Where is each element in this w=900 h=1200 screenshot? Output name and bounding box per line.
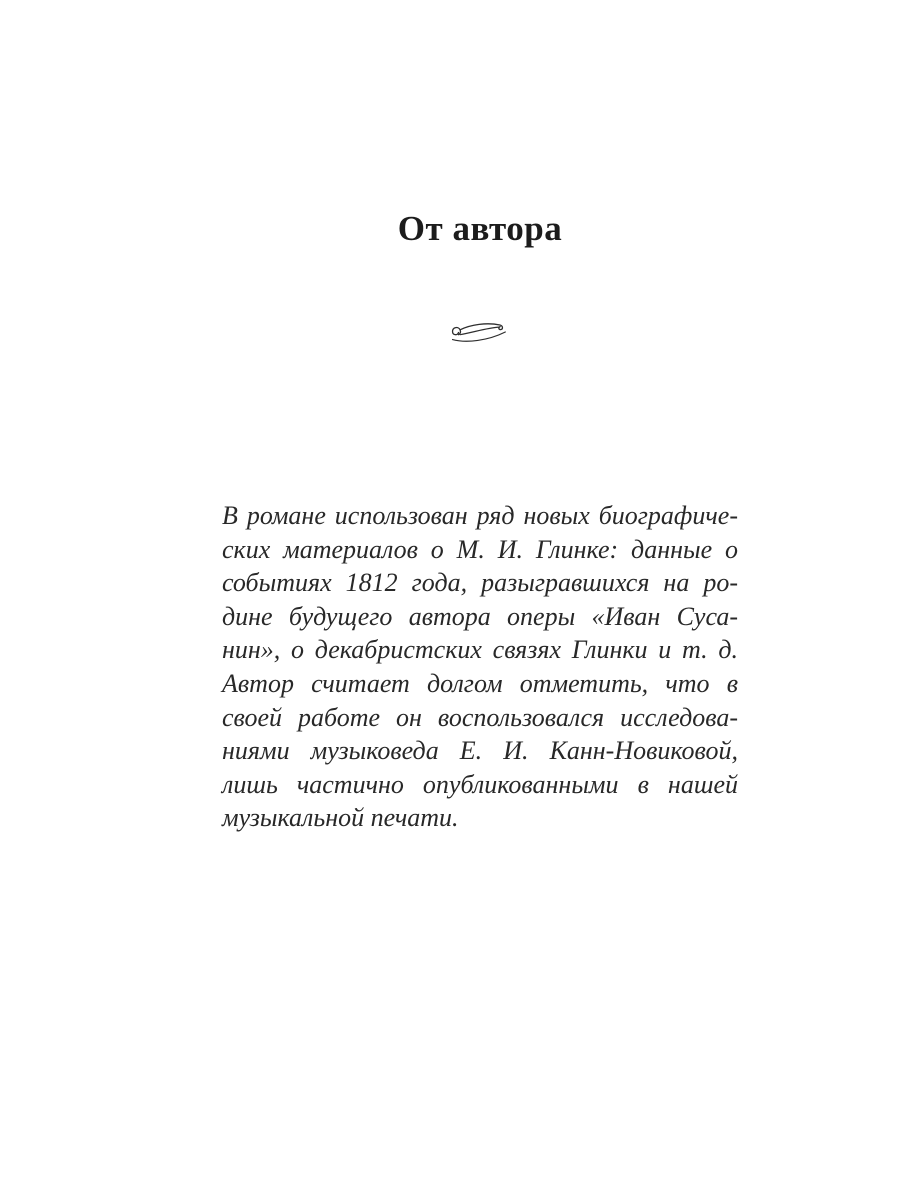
author-note-paragraph <box>222 499 738 835</box>
paragraph-line: своей работе он воспользовался исследова- <box>222 702 738 732</box>
paragraph-line: ниями музыковеда Е. И. Канн-Новиковой, <box>222 736 738 766</box>
paragraph-line: событиях 1812 года, разыгравшихся на ро- <box>222 568 738 598</box>
paragraph-line: дине будущего автора оперы «Иван Суса- <box>222 601 738 631</box>
paragraph-line: лишь частично опубликованными в нашей <box>222 769 738 799</box>
paragraph-line: музыкальной печати. <box>222 803 459 833</box>
flourish-ornament-icon <box>222 318 738 351</box>
paragraph-line: Автор считает долгом отметить, что в <box>222 668 738 698</box>
paragraph-line: нин», о декабристских связях Глинки и т. д. <box>222 635 738 665</box>
paragraph-line: ских материалов о М. И. Глинке: данные о <box>222 534 738 564</box>
paragraph-line: В романе использован ряд новых биографиче- <box>222 501 738 530</box>
page-title: От автора <box>397 209 563 248</box>
